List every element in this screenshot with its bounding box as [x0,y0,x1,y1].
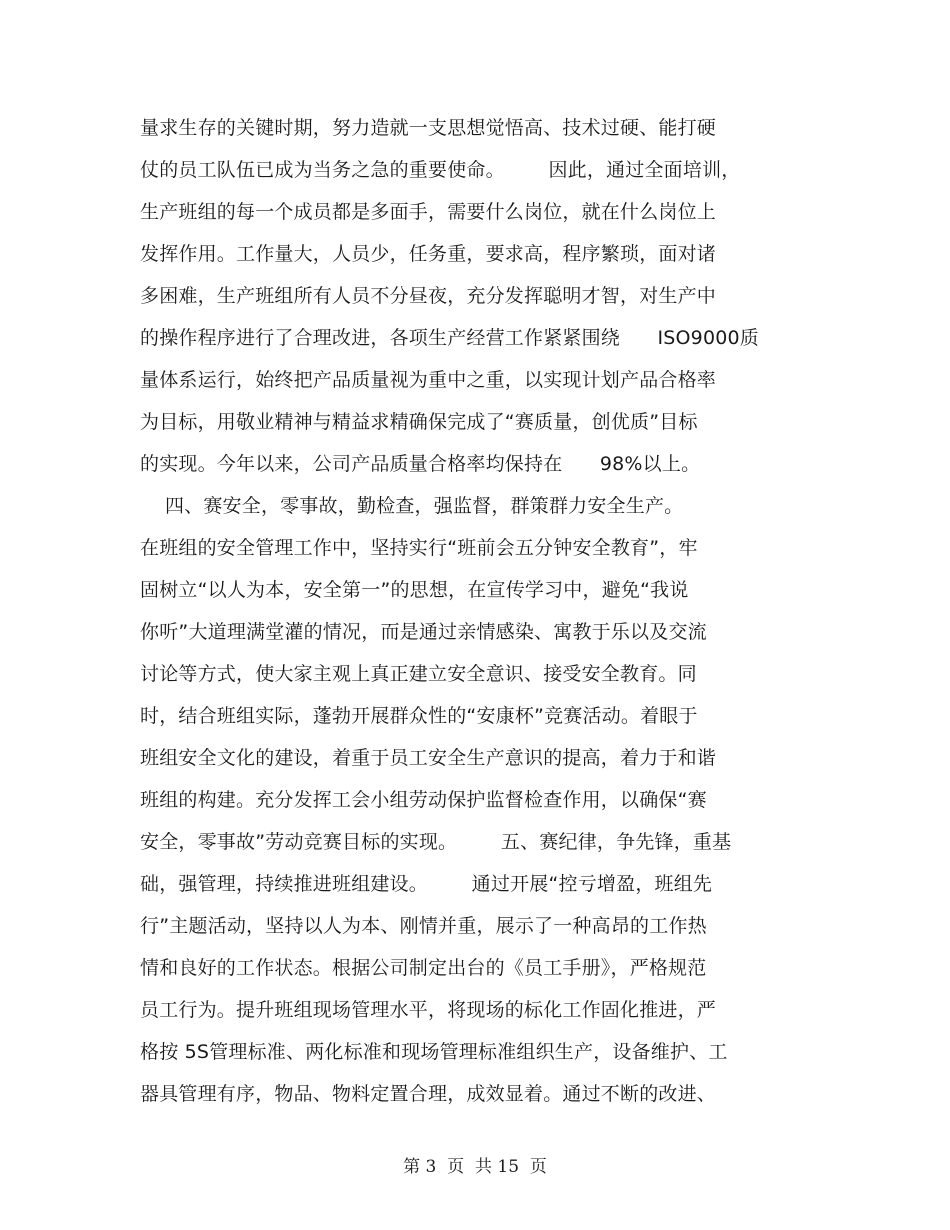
text-line: 器具管理有序，物品、物料定置合理，成效显着。通过不断的改进、 [140,1083,717,1105]
text-line: 为目标，用敬业精神与精益求精确保完成了“赛质量，创优质”目标 [140,411,698,433]
text-line: 的操作程序进行了合理改进，各项生产经营工作紧紧围绕 ISO9000质 [140,327,760,349]
text-line: 量求生存的关键时期，努力造就一支思想觉悟高、技术过硬、能打硬 [140,117,717,139]
text-line: 安全，零事故”劳动竞赛目标的实现。 五、赛纪律，争先锋，重基 [140,831,732,853]
text-line: 础，强管理，持续推进班组建设。 通过开展“控亏增盈，班组先 [140,873,713,895]
text-line: 班组安全文化的建设，着重于员工安全生产意识的提高，着力于和谐 [140,747,717,769]
text-line: 固树立“以人为本，安全第一”的思想，在宣传学习中，避免“我说 [140,579,689,601]
text-line: 格按 5S管理标准、两化标准和现场管理标准组织生产，设备维护、工 [140,1041,728,1063]
text-line: 量体系运行，始终把产品质量视为重中之重，以实现计划产品合格率 [140,369,717,391]
text-line: 在班组的安全管理工作中，坚持实行“班前会五分钟安全教育”，牢 [140,537,698,559]
section-heading-line: 四、赛安全，零事故，勤检查，强监督，群策群力安全生产。 [140,495,684,517]
text-line: 时，结合班组实际，蓬勃开展群众性的“安康杯”竞赛活动。着眼于 [140,705,698,727]
text-line: 发挥作用。工作量大，人员少，任务重，要求高，程序繁琐，面对诸 [140,243,717,265]
text-line: 员工行为。提升班组现场管理水平，将现场的标化工作固化推进，严 [140,999,717,1021]
text-line: 的实现。今年以来，公司产品质量合格率均保持在 98%以上。 [140,453,701,475]
text-line: 多困难，生产班组所有人员不分昼夜，充分发挥聪明才智，对生产中 [140,285,717,307]
text-line: 你听”大道理满堂灌的情况，而是通过亲情感染、寓教于乐以及交流 [140,621,707,643]
text-line: 情和良好的工作状态。根据公司制定出台的《员工手册》，严格规范 [140,957,707,979]
text-line: 讨论等方式，使大家主观上真正建立安全意识、接受安全教育。同 [140,663,697,685]
text-line: 生产班组的每一个成员都是多面手，需要什么岗位，就在什么岗位上 [140,201,717,223]
text-line: 班组的构建。充分发挥工会小组劳动保护监督检查作用，以确保“赛 [140,789,707,811]
text-line: 仗的员工队伍已成为当务之急的重要使命。 因此，通过全面培训， [140,159,741,181]
text-line: 行”主题活动，坚持以人为本、刚情并重，展示了一种高昂的工作热 [140,915,707,937]
page-number-footer: 第 3 页 共 15 页 [403,1157,547,1177]
